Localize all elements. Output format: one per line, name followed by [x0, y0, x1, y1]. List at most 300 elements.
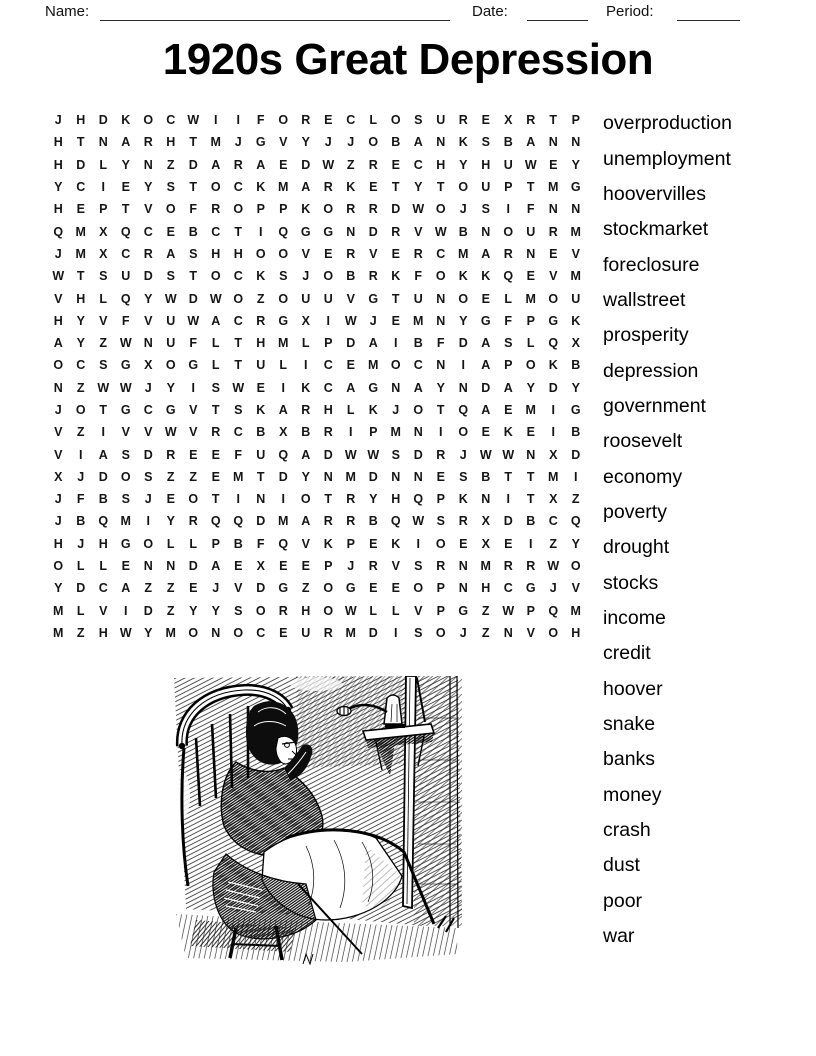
grid-letter: W: [119, 625, 132, 640]
grid-letter: O: [165, 358, 176, 373]
grid-letter: E: [504, 403, 513, 417]
grid-letter: K: [301, 202, 311, 217]
grid-letter: U: [166, 313, 176, 328]
grid-letter: Z: [571, 492, 580, 507]
grid-letter: L: [279, 358, 288, 373]
grid-letter: A: [413, 135, 423, 150]
grid-letter: S: [481, 135, 490, 150]
grid-letter: R: [368, 157, 378, 172]
grid-letter: Y: [459, 157, 468, 172]
grid-letter: T: [211, 492, 220, 507]
grid-letter: Q: [413, 492, 424, 507]
word-list-item: depression: [603, 359, 699, 382]
grid-letter: K: [458, 492, 468, 507]
grid-letter: N: [98, 135, 108, 150]
grid-letter: M: [368, 358, 379, 373]
grid-letter: W: [502, 447, 515, 462]
grid-letter: W: [412, 202, 425, 217]
grid-letter: H: [166, 135, 176, 150]
grid-letter: O: [165, 202, 176, 217]
grid-letter: E: [256, 380, 265, 395]
grid-letter: K: [458, 269, 468, 284]
grid-letter: Q: [120, 224, 131, 239]
grid-letter: P: [211, 536, 220, 551]
grid-letter: V: [346, 291, 355, 306]
grid-letter: I: [551, 403, 555, 417]
grid-letter: A: [301, 447, 311, 462]
grid-letter: R: [301, 403, 311, 417]
grid-letter: X: [99, 224, 108, 239]
grid-letter: I: [146, 514, 150, 529]
grid-letter: A: [301, 514, 311, 529]
grid-letter: Q: [120, 291, 131, 306]
grid-letter: Q: [53, 224, 64, 239]
grid-letter: B: [413, 336, 423, 351]
grid-letter: C: [233, 269, 243, 284]
grid-letter: Y: [571, 380, 580, 395]
grid-letter: T: [549, 113, 558, 128]
grid-letter: G: [548, 313, 559, 328]
grid-letter: J: [54, 403, 62, 417]
grid-letter: D: [368, 224, 378, 239]
grid-letter: L: [301, 336, 310, 351]
grid-letter: M: [75, 246, 86, 261]
grid-letter: E: [76, 202, 85, 217]
grid-letter: J: [212, 581, 220, 596]
grid-letter: V: [369, 246, 378, 261]
grid-letter: D: [458, 336, 468, 351]
grid-letter: D: [256, 514, 266, 529]
grid-letter: O: [75, 403, 86, 417]
grid-letter: E: [211, 469, 220, 484]
grid-letter: N: [436, 291, 446, 306]
grid-letter: W: [412, 514, 425, 529]
grid-letter: A: [278, 403, 288, 417]
grid-letter: G: [120, 536, 131, 551]
grid-letter: L: [99, 157, 108, 172]
grid-letter: H: [211, 246, 221, 261]
grid-letter: O: [323, 603, 334, 618]
grid-letter: U: [436, 113, 446, 128]
grid-letter: D: [503, 514, 513, 529]
grid-letter: O: [503, 224, 514, 239]
grid-letter: R: [323, 180, 333, 195]
grid-letter: N: [526, 246, 536, 261]
grid-letter: G: [278, 581, 289, 596]
grid-letter: A: [346, 380, 356, 395]
grid-letter: V: [234, 581, 243, 596]
grid-letter: Y: [54, 180, 63, 195]
grid-letter: V: [121, 425, 130, 440]
grid-letter: Y: [144, 625, 153, 640]
grid-letter: E: [121, 180, 130, 195]
grid-letter: N: [436, 135, 446, 150]
grid-letter: B: [503, 135, 513, 150]
grid-letter: R: [368, 559, 378, 574]
grid-letter: V: [549, 269, 558, 284]
grid-letter: I: [304, 358, 308, 373]
grid-letter: L: [166, 536, 175, 551]
grid-letter: K: [368, 403, 378, 417]
grid-letter: R: [436, 559, 446, 574]
grid-letter: Z: [189, 469, 198, 484]
word-list-item: poverty: [603, 500, 667, 523]
grid-letter: L: [76, 603, 85, 618]
grid-letter: O: [53, 559, 64, 574]
grid-letter: M: [480, 559, 491, 574]
word-list-item: unemployment: [603, 147, 731, 170]
grid-letter: O: [255, 603, 266, 618]
grid-letter: X: [99, 246, 108, 261]
grid-letter: E: [166, 492, 175, 507]
grid-letter: W: [164, 425, 177, 440]
grid-letter: R: [323, 625, 333, 640]
grid-letter: R: [526, 559, 536, 574]
grid-letter: W: [344, 603, 357, 618]
grid-letter: I: [506, 202, 510, 217]
grid-letter: M: [345, 625, 356, 640]
grid-letter: I: [124, 603, 128, 618]
word-list-item: snake: [603, 713, 656, 736]
grid-letter: D: [143, 603, 153, 618]
grid-letter: S: [414, 625, 423, 640]
grid-letter: X: [481, 536, 490, 551]
grid-letter: B: [188, 224, 198, 239]
grid-letter: T: [436, 180, 445, 195]
grid-letter: W: [479, 447, 492, 462]
grid-letter: T: [211, 403, 220, 417]
grid-letter: H: [481, 581, 491, 596]
grid-letter: I: [79, 447, 83, 462]
grid-letter: S: [504, 336, 513, 351]
grid-letter: Q: [233, 514, 244, 529]
grid-letter: I: [529, 536, 533, 551]
grid-letter: T: [391, 180, 400, 195]
grid-letter: Z: [166, 157, 175, 172]
grid-letter: G: [570, 180, 581, 195]
grid-letter: P: [324, 559, 333, 574]
word-list-item: crash: [603, 819, 651, 842]
grid-letter: F: [256, 113, 265, 128]
grid-letter: D: [301, 157, 311, 172]
word-list-item: banks: [603, 748, 656, 771]
grid-letter: T: [189, 135, 198, 150]
grid-letter: P: [526, 313, 535, 328]
grid-letter: D: [368, 625, 378, 640]
grid-letter: H: [53, 313, 63, 328]
grid-letter: Z: [76, 625, 85, 640]
grid-letter: F: [526, 202, 535, 217]
grid-letter: H: [76, 113, 86, 128]
grid-letter: Q: [98, 514, 109, 529]
grid-letter: M: [548, 180, 559, 195]
grid-letter: A: [166, 246, 176, 261]
grid-letter: W: [344, 313, 357, 328]
grid-letter: M: [120, 514, 131, 529]
grid-letter: M: [210, 135, 221, 150]
grid-letter: D: [143, 447, 153, 462]
grid-letter: P: [504, 358, 513, 373]
grid-letter: I: [551, 425, 555, 440]
grid-letter: R: [256, 313, 266, 328]
grid-letter: E: [481, 113, 490, 128]
grid-letter: C: [211, 224, 221, 239]
grid-letter: Q: [390, 514, 401, 529]
grid-letter: P: [369, 425, 378, 440]
grid-letter: V: [526, 625, 535, 640]
grid-letter: C: [98, 581, 108, 596]
grid-letter: D: [278, 469, 288, 484]
grid-letter: O: [525, 358, 536, 373]
grid-letter: O: [233, 291, 244, 306]
grid-letter: H: [53, 202, 63, 217]
grid-letter: O: [413, 403, 424, 417]
grid-letter: K: [323, 536, 333, 551]
grid-letter: Q: [548, 336, 559, 351]
grid-letter: O: [548, 625, 559, 640]
word-list-item: hoover: [603, 677, 663, 700]
grid-letter: Z: [481, 603, 490, 618]
grid-letter: E: [279, 625, 288, 640]
grid-letter: Z: [166, 469, 175, 484]
grid-letter: A: [526, 135, 536, 150]
grid-letter: H: [571, 625, 581, 640]
grid-letter: Z: [256, 291, 265, 306]
grid-letter: H: [98, 625, 108, 640]
grid-letter: O: [233, 625, 244, 640]
grid-letter: M: [233, 469, 244, 484]
grid-letter: G: [458, 603, 469, 618]
grid-letter: A: [53, 336, 63, 351]
grid-letter: R: [188, 514, 198, 529]
grid-letter: O: [255, 246, 266, 261]
grid-letter: O: [323, 269, 334, 284]
grid-letter: U: [256, 447, 266, 462]
grid-letter: Q: [548, 603, 559, 618]
grid-letter: R: [166, 447, 176, 462]
grid-letter: P: [571, 113, 580, 128]
grid-letter: U: [256, 358, 266, 373]
grid-letter: E: [526, 269, 535, 284]
grid-letter: Q: [570, 514, 581, 529]
grid-letter: D: [143, 269, 153, 284]
grid-letter: W: [187, 313, 200, 328]
grid-letter: O: [143, 536, 154, 551]
grid-letter: R: [526, 113, 536, 128]
grid-letter: M: [278, 336, 289, 351]
grid-letter: H: [53, 157, 63, 172]
period-blank-line: [677, 4, 740, 21]
grid-letter: H: [323, 403, 333, 417]
grid-letter: R: [346, 246, 356, 261]
grid-letter: B: [571, 358, 581, 373]
grid-letter: N: [143, 157, 153, 172]
grid-letter: J: [54, 514, 62, 529]
grid-letter: C: [413, 358, 423, 373]
grid-letter: E: [391, 157, 400, 172]
grid-letter: V: [54, 291, 63, 306]
grid-letter: N: [481, 224, 491, 239]
grid-letter: E: [526, 425, 535, 440]
grid-letter: E: [459, 536, 468, 551]
grid-letter: O: [323, 202, 334, 217]
grid-letter: S: [144, 469, 153, 484]
grid-letter: B: [368, 514, 378, 529]
page-title: 1920s Great Depression: [162, 35, 654, 84]
grid-letter: T: [121, 202, 130, 217]
grid-letter: W: [119, 336, 132, 351]
grid-letter: P: [436, 581, 445, 596]
grid-letter: X: [549, 447, 558, 462]
grid-letter: S: [166, 269, 175, 284]
grid-letter: B: [458, 224, 468, 239]
grid-letter: D: [368, 469, 378, 484]
grid-letter: J: [459, 202, 467, 217]
grid-letter: T: [234, 358, 243, 373]
grid-letter: K: [391, 269, 401, 284]
grid-letter: C: [233, 313, 243, 328]
grid-letter: R: [503, 246, 513, 261]
grid-letter: P: [279, 202, 288, 217]
grid-letter: C: [346, 113, 356, 128]
grid-letter: F: [504, 313, 513, 328]
grid-letter: V: [144, 425, 153, 440]
grid-letter: U: [301, 291, 311, 306]
grid-letter: P: [324, 336, 333, 351]
grid-letter: T: [189, 180, 198, 195]
word-list-item: foreclosure: [603, 253, 700, 276]
grid-letter: T: [76, 269, 85, 284]
grid-letter: H: [53, 536, 63, 551]
grid-letter: B: [233, 536, 243, 551]
grid-letter: S: [189, 246, 198, 261]
grid-letter: U: [301, 625, 311, 640]
grid-letter: O: [278, 246, 289, 261]
grid-letter: Z: [481, 625, 490, 640]
grid-letter: V: [301, 536, 310, 551]
grid-letter: B: [301, 425, 311, 440]
grid-letter: F: [121, 313, 130, 328]
grid-letter: N: [166, 559, 176, 574]
grid-letter: Y: [459, 313, 468, 328]
grid-letter: O: [435, 625, 446, 640]
grid-letter: Q: [503, 269, 514, 284]
grid-letter: A: [98, 447, 108, 462]
grid-letter: R: [413, 246, 423, 261]
grid-letter: T: [256, 469, 265, 484]
name-label: Name:: [45, 3, 90, 20]
grid-letter: D: [548, 380, 558, 395]
grid-letter: S: [211, 380, 220, 395]
period-label: Period:: [606, 3, 654, 20]
grid-letter: B: [391, 135, 401, 150]
grid-letter: W: [524, 157, 537, 172]
grid-letter: R: [143, 246, 153, 261]
grid-letter: O: [390, 113, 401, 128]
grid-letter: P: [504, 180, 513, 195]
grid-letter: C: [323, 380, 333, 395]
word-list: [603, 106, 732, 954]
grid-letter: E: [166, 224, 175, 239]
grid-letter: R: [548, 224, 558, 239]
grid-letter: V: [414, 603, 423, 618]
grid-letter: X: [571, 336, 580, 351]
grid-letter: P: [436, 603, 445, 618]
grid-letter: N: [548, 135, 558, 150]
grid-letter: E: [324, 113, 333, 128]
grid-letter: E: [189, 447, 198, 462]
grid-letter: N: [503, 625, 513, 640]
grid-letter: C: [323, 358, 333, 373]
grid-letter: I: [236, 113, 240, 128]
grid-letter: W: [434, 224, 447, 239]
grid-letter: O: [458, 291, 469, 306]
grid-letter: C: [233, 180, 243, 195]
grid-letter: K: [571, 313, 581, 328]
grid-letter: D: [323, 447, 333, 462]
grid-letter: H: [98, 536, 108, 551]
grid-letter: X: [54, 469, 63, 484]
grid-letter: Z: [144, 581, 153, 596]
grid-letter: N: [413, 469, 423, 484]
grid-letter: R: [346, 202, 356, 217]
grid-letter: E: [369, 536, 378, 551]
grid-letter: A: [368, 336, 378, 351]
grid-letter: S: [234, 603, 243, 618]
grid-letter: O: [458, 425, 469, 440]
grid-letter: R: [323, 514, 333, 529]
grid-letter: S: [121, 492, 130, 507]
grid-letter: O: [458, 180, 469, 195]
grid-letter: O: [233, 202, 244, 217]
grid-letter: J: [54, 113, 62, 128]
grid-letter: J: [459, 625, 467, 640]
grid-letter: D: [98, 113, 108, 128]
grid-letter: N: [346, 224, 356, 239]
grid-letter: Y: [144, 180, 153, 195]
grid-letter: D: [413, 447, 423, 462]
grid-letter: M: [278, 180, 289, 195]
grid-letter: D: [188, 157, 198, 172]
grid-letter: L: [99, 291, 108, 306]
word-list-item: income: [603, 606, 666, 629]
grid-letter: R: [323, 425, 333, 440]
grid-letter: I: [461, 358, 465, 373]
grid-letter: D: [188, 559, 198, 574]
grid-letter: S: [99, 358, 108, 373]
grid-letter: O: [300, 492, 311, 507]
grid-letter: U: [526, 224, 536, 239]
grid-letter: R: [233, 157, 243, 172]
grid-letter: T: [234, 224, 243, 239]
grid-letter: M: [345, 469, 356, 484]
grid-letter: G: [120, 358, 131, 373]
grid-letter: B: [76, 514, 86, 529]
grid-letter: N: [458, 559, 468, 574]
grid-letter: B: [256, 425, 266, 440]
grid-letter: R: [301, 113, 311, 128]
grid-letter: V: [99, 603, 108, 618]
grid-letter: G: [368, 380, 379, 395]
grid-letter: Y: [301, 469, 310, 484]
grid-letter: Y: [166, 380, 175, 395]
grid-letter: K: [256, 269, 266, 284]
grid-letter: M: [390, 425, 401, 440]
grid-letter: G: [368, 291, 379, 306]
grid-letter: J: [369, 313, 377, 328]
grid-letter: Q: [278, 224, 289, 239]
grid-letter: Z: [166, 581, 175, 596]
